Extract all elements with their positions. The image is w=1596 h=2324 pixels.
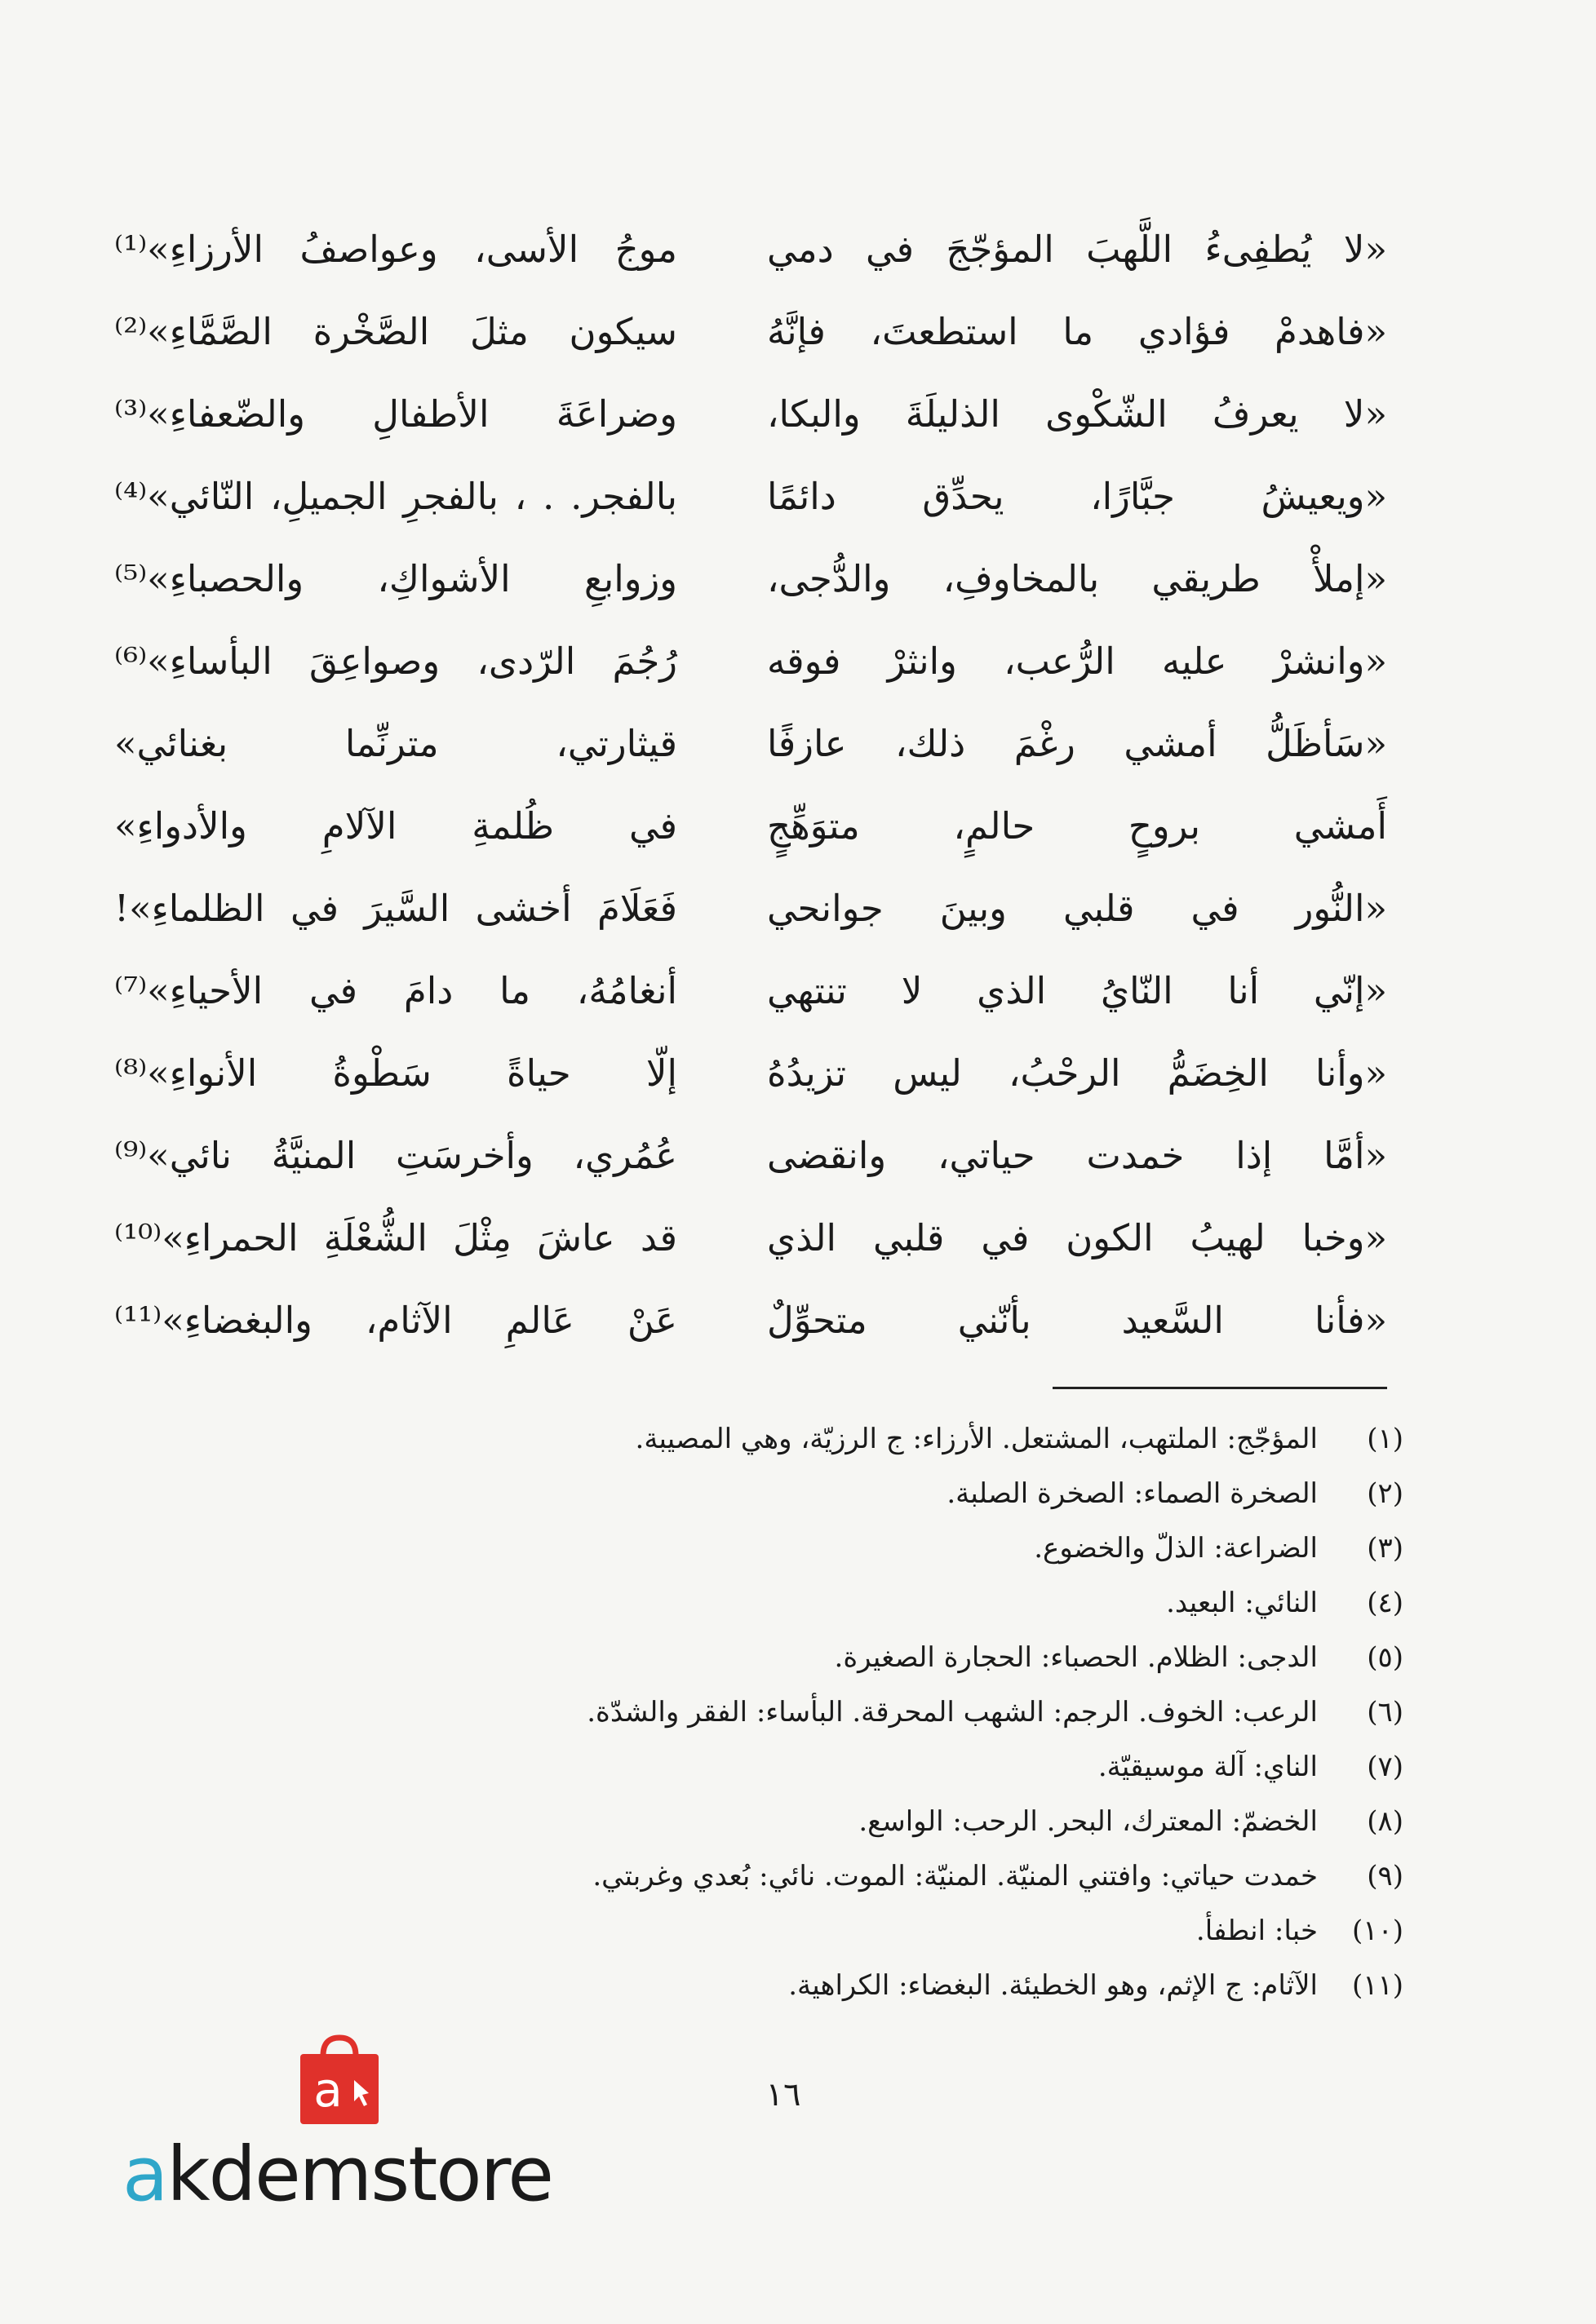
footnote-text: الناي: آلة موسيقيّة. (1097, 1750, 1318, 1783)
verse-first-hemistich: «وخبا لهيبُ الكون في قلبي الذي (767, 1216, 1387, 1259)
brand-wordmark (122, 2131, 552, 2218)
footnote-number: (٢) (1367, 1476, 1403, 1510)
poem-verse (114, 373, 1387, 455)
verse-first-hemistich: «سَأظَلُّ أمشي رغْمَ ذلك، عازفًا (767, 722, 1387, 765)
footnote-number: (٤) (1367, 1586, 1403, 1619)
footnote-number: (٦) (1367, 1695, 1403, 1729)
verse-second-hemistich: في ظُلمةِ الآلامِ والأدواءِ» (114, 804, 677, 848)
poem-verse (114, 455, 1387, 538)
footnote-item (163, 1684, 1403, 1739)
footnote-item (163, 1848, 1403, 1903)
shopping-bag-icon (294, 2031, 385, 2127)
verse-second-hemistich: بالفجر. . ، بالفجرِ الجميلِ، النّائي»⁽⁴⁾ (114, 475, 677, 518)
footnote-item (163, 1903, 1403, 1958)
footnote-number: (٩) (1367, 1859, 1403, 1892)
footnotes (163, 1411, 1403, 2012)
page-number: ١٦ (765, 2076, 801, 2114)
verse-second-hemistich: سيكون مثلَ الصَّخْرة الصَّمَّاءِ»⁽²⁾ (114, 310, 677, 353)
brand-accent-letter: a (122, 2131, 167, 2218)
poem-verse (114, 1032, 1387, 1114)
verse-second-hemistich: إلّا حياةً سَطْوةُ الأنواءِ»⁽⁸⁾ (114, 1051, 677, 1095)
verse-second-hemistich: فَعَلَامَ أخشى السَّيرَ في الظلماءِ»! (114, 887, 677, 930)
footnote-text: الآثام: ج الإثم، وهو الخطيئة. البغضاء: الكراهية. (788, 1968, 1318, 2002)
footnote-text: خبا: انطفأ. (1195, 1914, 1318, 1947)
verse-second-hemistich: عُمُري، وأخرسَتِ المنيَّةُ نائي»⁽⁹⁾ (114, 1134, 677, 1177)
poem-verse (114, 538, 1387, 620)
footnote-item (163, 1575, 1403, 1630)
verse-first-hemistich: «وأنا الخِضَمُّ الرحْبُ، ليس تزيدُهُ (767, 1051, 1387, 1095)
poem-verse (114, 208, 1387, 290)
verse-first-hemistich: «فأنا السَّعيد بأنّني متحوِّلٌ (767, 1299, 1387, 1342)
footnote-text: الرعب: الخوف. الرجم: الشهب المحرقة. البأساء: الفقر والشدّة. (587, 1695, 1318, 1729)
footnote-number: (١١) (1351, 1968, 1403, 2002)
poem-verse (114, 1114, 1387, 1197)
verse-first-hemistich: «إملأْ طريقي بالمخاوفِ، والدُّجى، (767, 557, 1387, 600)
svg-text:a: a (313, 2062, 343, 2118)
poem-verse (114, 290, 1387, 373)
verse-second-hemistich: وضراعَةَ الأطفالِ والضّعفاءِ»⁽³⁾ (114, 392, 677, 436)
footnote-item (163, 1630, 1403, 1684)
poem (114, 208, 1387, 1361)
footnote-number: (١) (1367, 1422, 1403, 1455)
verse-first-hemistich: «لا يعرفُ الشّكْوى الذليلَةَ والبكا، (767, 392, 1387, 436)
footnote-item (163, 1466, 1403, 1521)
verse-first-hemistich: «إنّي أنا النّايُ الذي لا تنتهي (767, 969, 1387, 1012)
poem-verse (114, 620, 1387, 702)
footnote-number: (٧) (1367, 1750, 1403, 1783)
footnote-number: (١٠) (1351, 1914, 1403, 1947)
footnote-text: الصخرة الصماء: الصخرة الصلبة. (947, 1476, 1318, 1510)
verse-first-hemistich: «وانشرْ عليه الرُّعب، وانثرْ فوقه (767, 640, 1387, 683)
footnote-number: (٣) (1367, 1531, 1403, 1565)
footnote-number: (٨) (1367, 1804, 1403, 1838)
footnote-text: الخضمّ: المعترك، البحر. الرحب: الواسع. (858, 1804, 1318, 1838)
footnote-text: الضراعة: الذلّ والخضوع. (1034, 1531, 1318, 1565)
verse-second-hemistich: أنغامُهُ، ما دامَ في الأحياءِ»⁽⁷⁾ (114, 969, 677, 1012)
verse-first-hemistich: «فاهدمْ فؤادي ما استطعتَ، فإنَّهُ (767, 310, 1387, 353)
verse-first-hemistich: «لا يُطفِىءُ اللَّهبَ المؤجّجَ في دمي (767, 228, 1387, 271)
verse-second-hemistich: رُجُمَ الرّدى، وصواعِقَ البأساءِ»⁽⁶⁾ (114, 640, 677, 683)
footnote-divider (1053, 1387, 1387, 1389)
footnote-text: النائي: البعيد. (1166, 1586, 1318, 1619)
footnote-item (163, 1958, 1403, 2012)
footnote-item (163, 1521, 1403, 1575)
footnote-text: الدجى: الظلام. الحصباء: الحجارة الصغيرة. (834, 1640, 1318, 1674)
poem-verse (114, 702, 1387, 785)
footnote-item (163, 1411, 1403, 1466)
verse-second-hemistich: وزوابعِ الأشواكِ، والحصباءِ»⁽⁵⁾ (114, 557, 677, 600)
akdemstore-watermark-logo (122, 2031, 579, 2219)
poem-verse (114, 950, 1387, 1032)
poem-verse (114, 867, 1387, 950)
poem-verse (114, 1197, 1387, 1279)
brand-name: kdemstore (166, 2131, 552, 2218)
footnote-item (163, 1739, 1403, 1794)
footnote-text: المؤجّج: الملتهب، المشتعل. الأرزاء: ج الرزيّة، وهي المصيبة. (635, 1422, 1318, 1455)
poem-verse (114, 785, 1387, 867)
verse-second-hemistich: موجُ الأسى، وعواصفُ الأرزاءِ»⁽¹⁾ (114, 228, 677, 271)
verse-second-hemistich: قد عاشَ مِثْلَ الشُّعْلَةِ الحمراءِ»⁽¹⁰⁾ (114, 1216, 677, 1259)
footnote-item (163, 1794, 1403, 1848)
verse-first-hemistich: «ويعيشُ جبَّارًا، يحدِّق دائمًا (767, 475, 1387, 518)
footnote-number: (٥) (1367, 1640, 1403, 1674)
verse-second-hemistich: قيثارتي، مترنِّما بغنائي» (114, 722, 677, 765)
verse-second-hemistich: عَنْ عَالمِ الآثام، والبغضاءِ»⁽¹¹⁾ (114, 1299, 677, 1342)
verse-first-hemistich: أَمشي بروحٍ حالمٍ، متوَهِّجٍ (767, 804, 1387, 848)
poem-verse (114, 1279, 1387, 1361)
footnote-text: خمدت حياتي: وافتني المنيّة. المنيّة: الموت. نائي: بُعدي وغربتي. (592, 1859, 1318, 1892)
verse-first-hemistich: «النُّور في قلبي وبينَ جوانحي (767, 887, 1387, 930)
verse-first-hemistich: «أمَّا إذا خمدت حياتي، وانقضى (767, 1134, 1387, 1177)
